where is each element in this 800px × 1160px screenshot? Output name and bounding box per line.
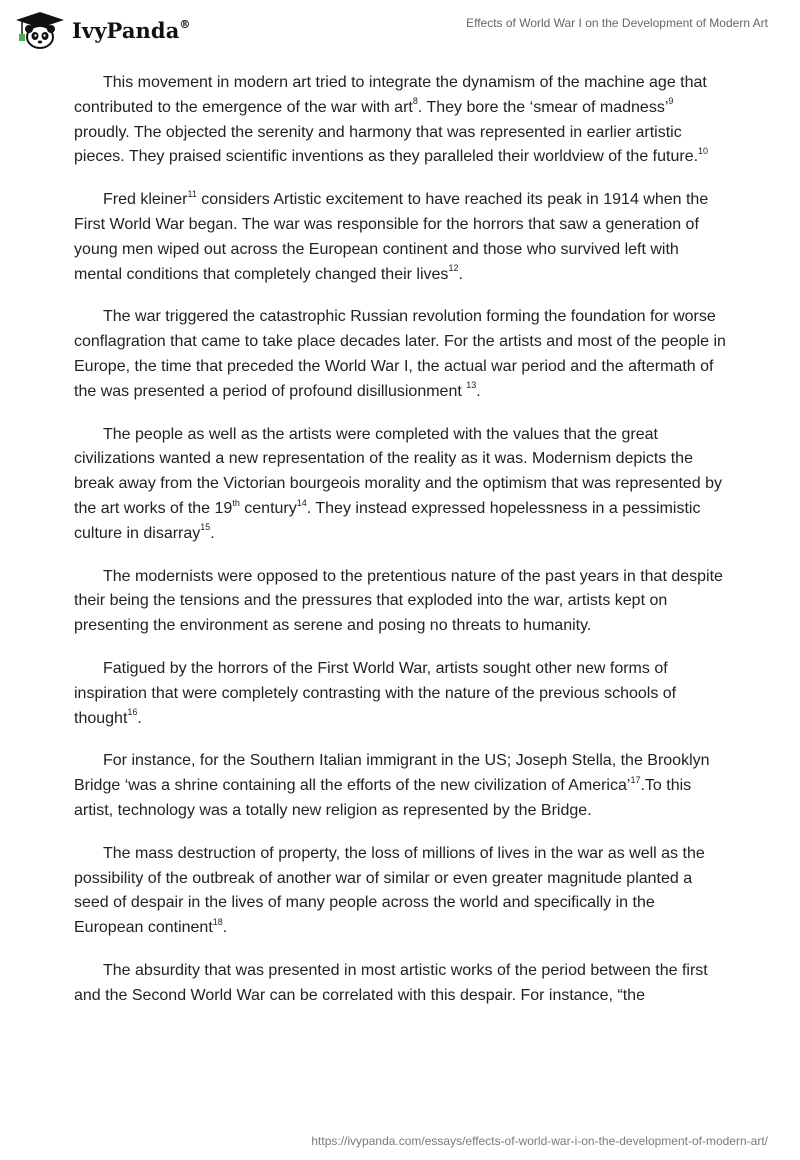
footnote-marker: 17 [630, 774, 641, 785]
paragraph-text: Fred kleiner [103, 191, 188, 209]
footnote-marker: 13 [466, 380, 477, 391]
paragraph [74, 305, 726, 404]
page-header [0, 0, 800, 60]
paragraph-text: The modernists were opposed to the pretentious nature of the past years in that despite their being the tensions and the pressures that exploded into the war, artists kept on presenting the environment as serene and posing no threats to humanity. [74, 567, 723, 635]
footnote-marker: 10 [698, 146, 709, 157]
brand-name [72, 18, 191, 43]
paragraph-text: For instance, for the Southern Italian immigrant in the US; Joseph Stella, the Brooklyn Bridge ‘was a shrine containing all the efforts of the new civilization of America’ [74, 752, 710, 795]
brand-text: IvyPanda [72, 17, 180, 43]
footnote-marker: 14 [296, 497, 307, 508]
paragraph-text: . [458, 265, 463, 283]
paragraph [74, 842, 726, 941]
footnote-marker: 16 [127, 707, 138, 718]
paragraph-text: This movement in modern art tried to integrate the dynamism of the machine age that contributed to the emergence of the war with art [74, 74, 707, 116]
paragraph [74, 565, 726, 639]
footnote-marker: 18 [212, 916, 223, 927]
paragraph-text: The war triggered the catastrophic Russian revolution forming the foundation for worse conflagration that came to take place decades later. For the artists and most of the people in Europe, the time that preceded the World War I, the actual war period and the aftermath of the was presented a period of profound disillusionment [74, 308, 726, 400]
brand-logo[interactable] [14, 10, 191, 50]
footnote-marker: 8 [412, 96, 418, 107]
paragraph-text: .To this artist, technology was a totally new religion as represented by the Bridge. [74, 777, 692, 819]
document-title: Effects of World War I on the Development of Modern Art [466, 16, 768, 30]
paragraph-text: . [222, 919, 228, 937]
footnote-marker: 11 [187, 188, 197, 199]
paragraph-text: . They bore the ‘smear of madness’ [417, 98, 669, 116]
source-url[interactable]: https://ivypanda.com/essays/effects-of-world-war-i-on-the-development-of-modern-art/ [311, 1134, 768, 1148]
footnote-marker: th [232, 497, 240, 508]
essay-body [74, 71, 726, 1027]
paragraph-text: proudly. The objected the serenity and harmony that was represented in earlier artistic pieces. They praised scientific inventions as they paralleled their worldview of the future. [74, 123, 699, 166]
registered-mark: ® [179, 17, 191, 31]
paragraph [74, 959, 726, 1009]
paragraph-text: The absurdity that was presented in most artistic works of the period between the first and the Second World War can be correlated with this despair. For instance, “the [74, 961, 708, 1004]
paragraph-text: . [137, 709, 142, 727]
paragraph-text: Fatigued by the horrors of the First World War, artists sought other new forms of inspiration that were completely contrasting with the nature of the previous schools of thought [74, 659, 677, 727]
paragraph-text: . They instead expressed hopelessness in a pessimistic culture in disarray [74, 499, 701, 542]
paragraph-text: considers Artistic excitement to have reached its peak in 1914 when the First World War began. The war was responsible for the horrors that saw a generation of young men wiped out across the European continent and those who survived left with mental conditions that completely changed their lives [74, 191, 709, 283]
footnote-marker: 12 [448, 263, 459, 274]
paragraph [74, 188, 726, 287]
footnote-marker: 9 [668, 96, 674, 107]
paragraph-text: The people as well as the artists were completed with the values that the great civilizations wanted a new representation of the reality as it was. Modernism depicts the break away from the Victorian bourgeois morality and the optimism that was represented by the art works of the 19 [74, 425, 723, 517]
paragraph [74, 749, 726, 823]
paragraph-text: The mass destruction of property, the loss of millions of lives in the war as well as the possibility of the outbreak of another war of similar or even greater magnitude planted a seed of despair in the lives of many people across the world and specifically in the European continent [74, 844, 705, 937]
paragraph-text: century [239, 499, 297, 517]
paragraph-text: . [476, 382, 481, 400]
paragraph [74, 71, 726, 170]
paragraph-text: . [210, 524, 215, 542]
paragraph [74, 423, 726, 547]
footnote-marker: 15 [200, 522, 211, 533]
panda-graduation-cap-icon [14, 10, 66, 50]
paragraph [74, 657, 726, 731]
